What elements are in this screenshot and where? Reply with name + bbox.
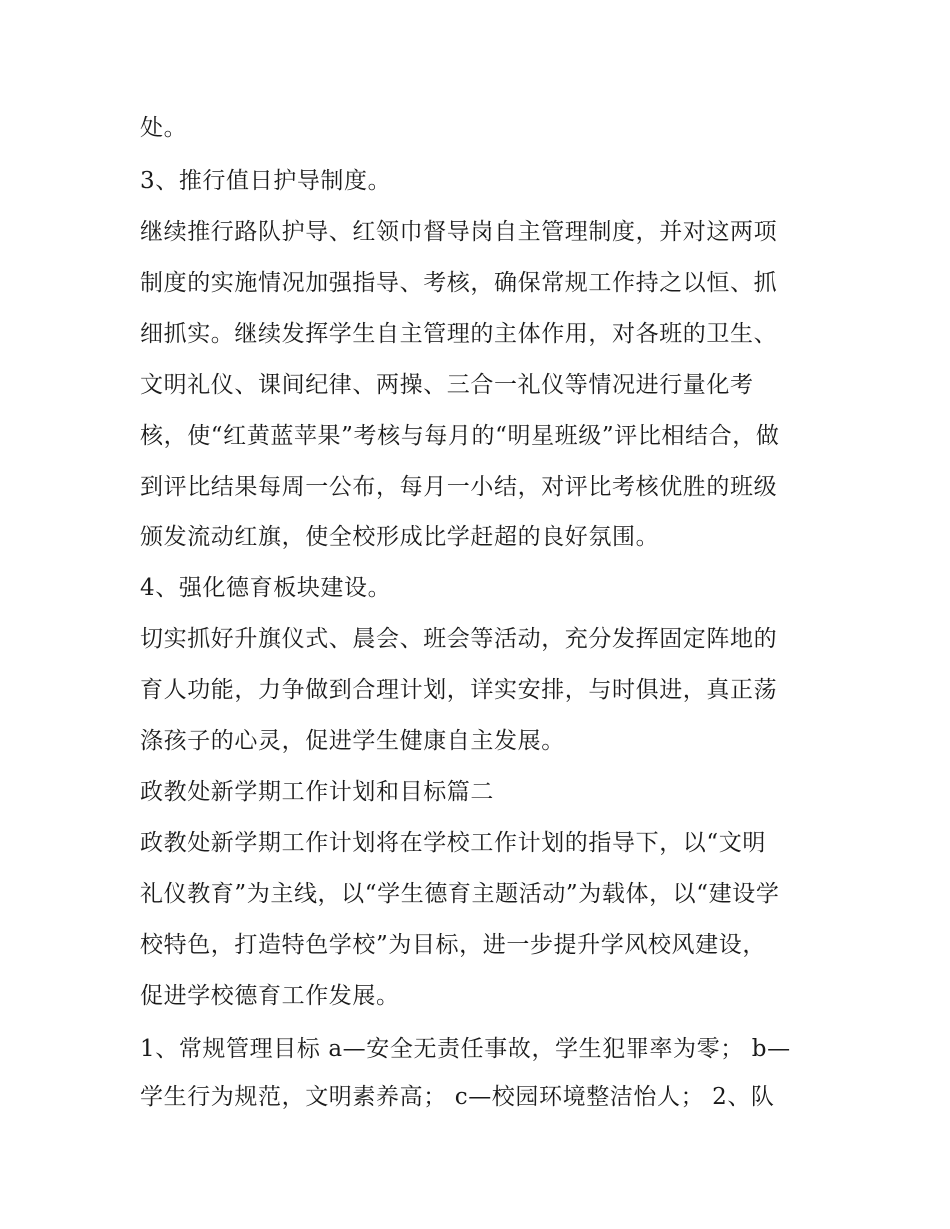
section-heading: 政教处新学期工作计划和目标篇二	[140, 779, 494, 805]
text-line: 核，使“红黄蓝苹果”考核与每月的“明星班级”评比相结合，做	[140, 423, 780, 449]
text-line: 文明礼仪、课间纪律、两操、三合一礼仪等情况进行量化考	[140, 372, 754, 398]
text-line: 4、强化德育板块建设。	[140, 575, 392, 601]
text-line: 政教处新学期工作计划将在学校工作计划的指导下，以“文明	[140, 830, 766, 856]
text-line: 切实抓好升旗仪式、晨会、班会等活动，充分发挥固定阵地的	[140, 626, 778, 652]
text-line: 涤孩子的心灵，促进学生健康自主发展。	[140, 728, 565, 754]
text-line: 3、推行值日护导制度。	[140, 168, 392, 194]
text-line: 处。	[140, 115, 188, 141]
text-line: 促进学校德育工作发展。	[140, 983, 400, 1009]
text-line: 颁发流动红旗，使全校形成比学赶超的良好氛围。	[140, 524, 660, 550]
text-line: 校特色，打造特色学校”为目标，进一步提升学风校风建设，	[140, 932, 766, 958]
text-line: 制度的实施情况加强指导、考核，确保常规工作持之以恒、抓	[140, 270, 778, 296]
text-line: 继续推行路队护导、红领巾督导岗自主管理制度，并对这两项	[140, 219, 778, 245]
text-line: 细抓实。继续发挥学生自主管理的主体作用，对各班的卫生、	[140, 321, 778, 347]
text-line: 学生行为规范，文明素养高； c—校园环境整洁怡人； 2、队	[140, 1084, 775, 1110]
text-line: 礼仪教育”为主线，以“学生德育主题活动”为载体，以“建设学	[140, 881, 780, 907]
text-line: 到评比结果每周一公布，每月一小结，对评比考核优胜的班级	[140, 474, 778, 500]
text-line: 育人功能，力争做到合理计划，详实安排，与时俱进，真正荡	[140, 677, 778, 703]
text-line: 1、常规管理目标 a—安全无责任事故，学生犯罪率为零； b—	[140, 1036, 791, 1062]
